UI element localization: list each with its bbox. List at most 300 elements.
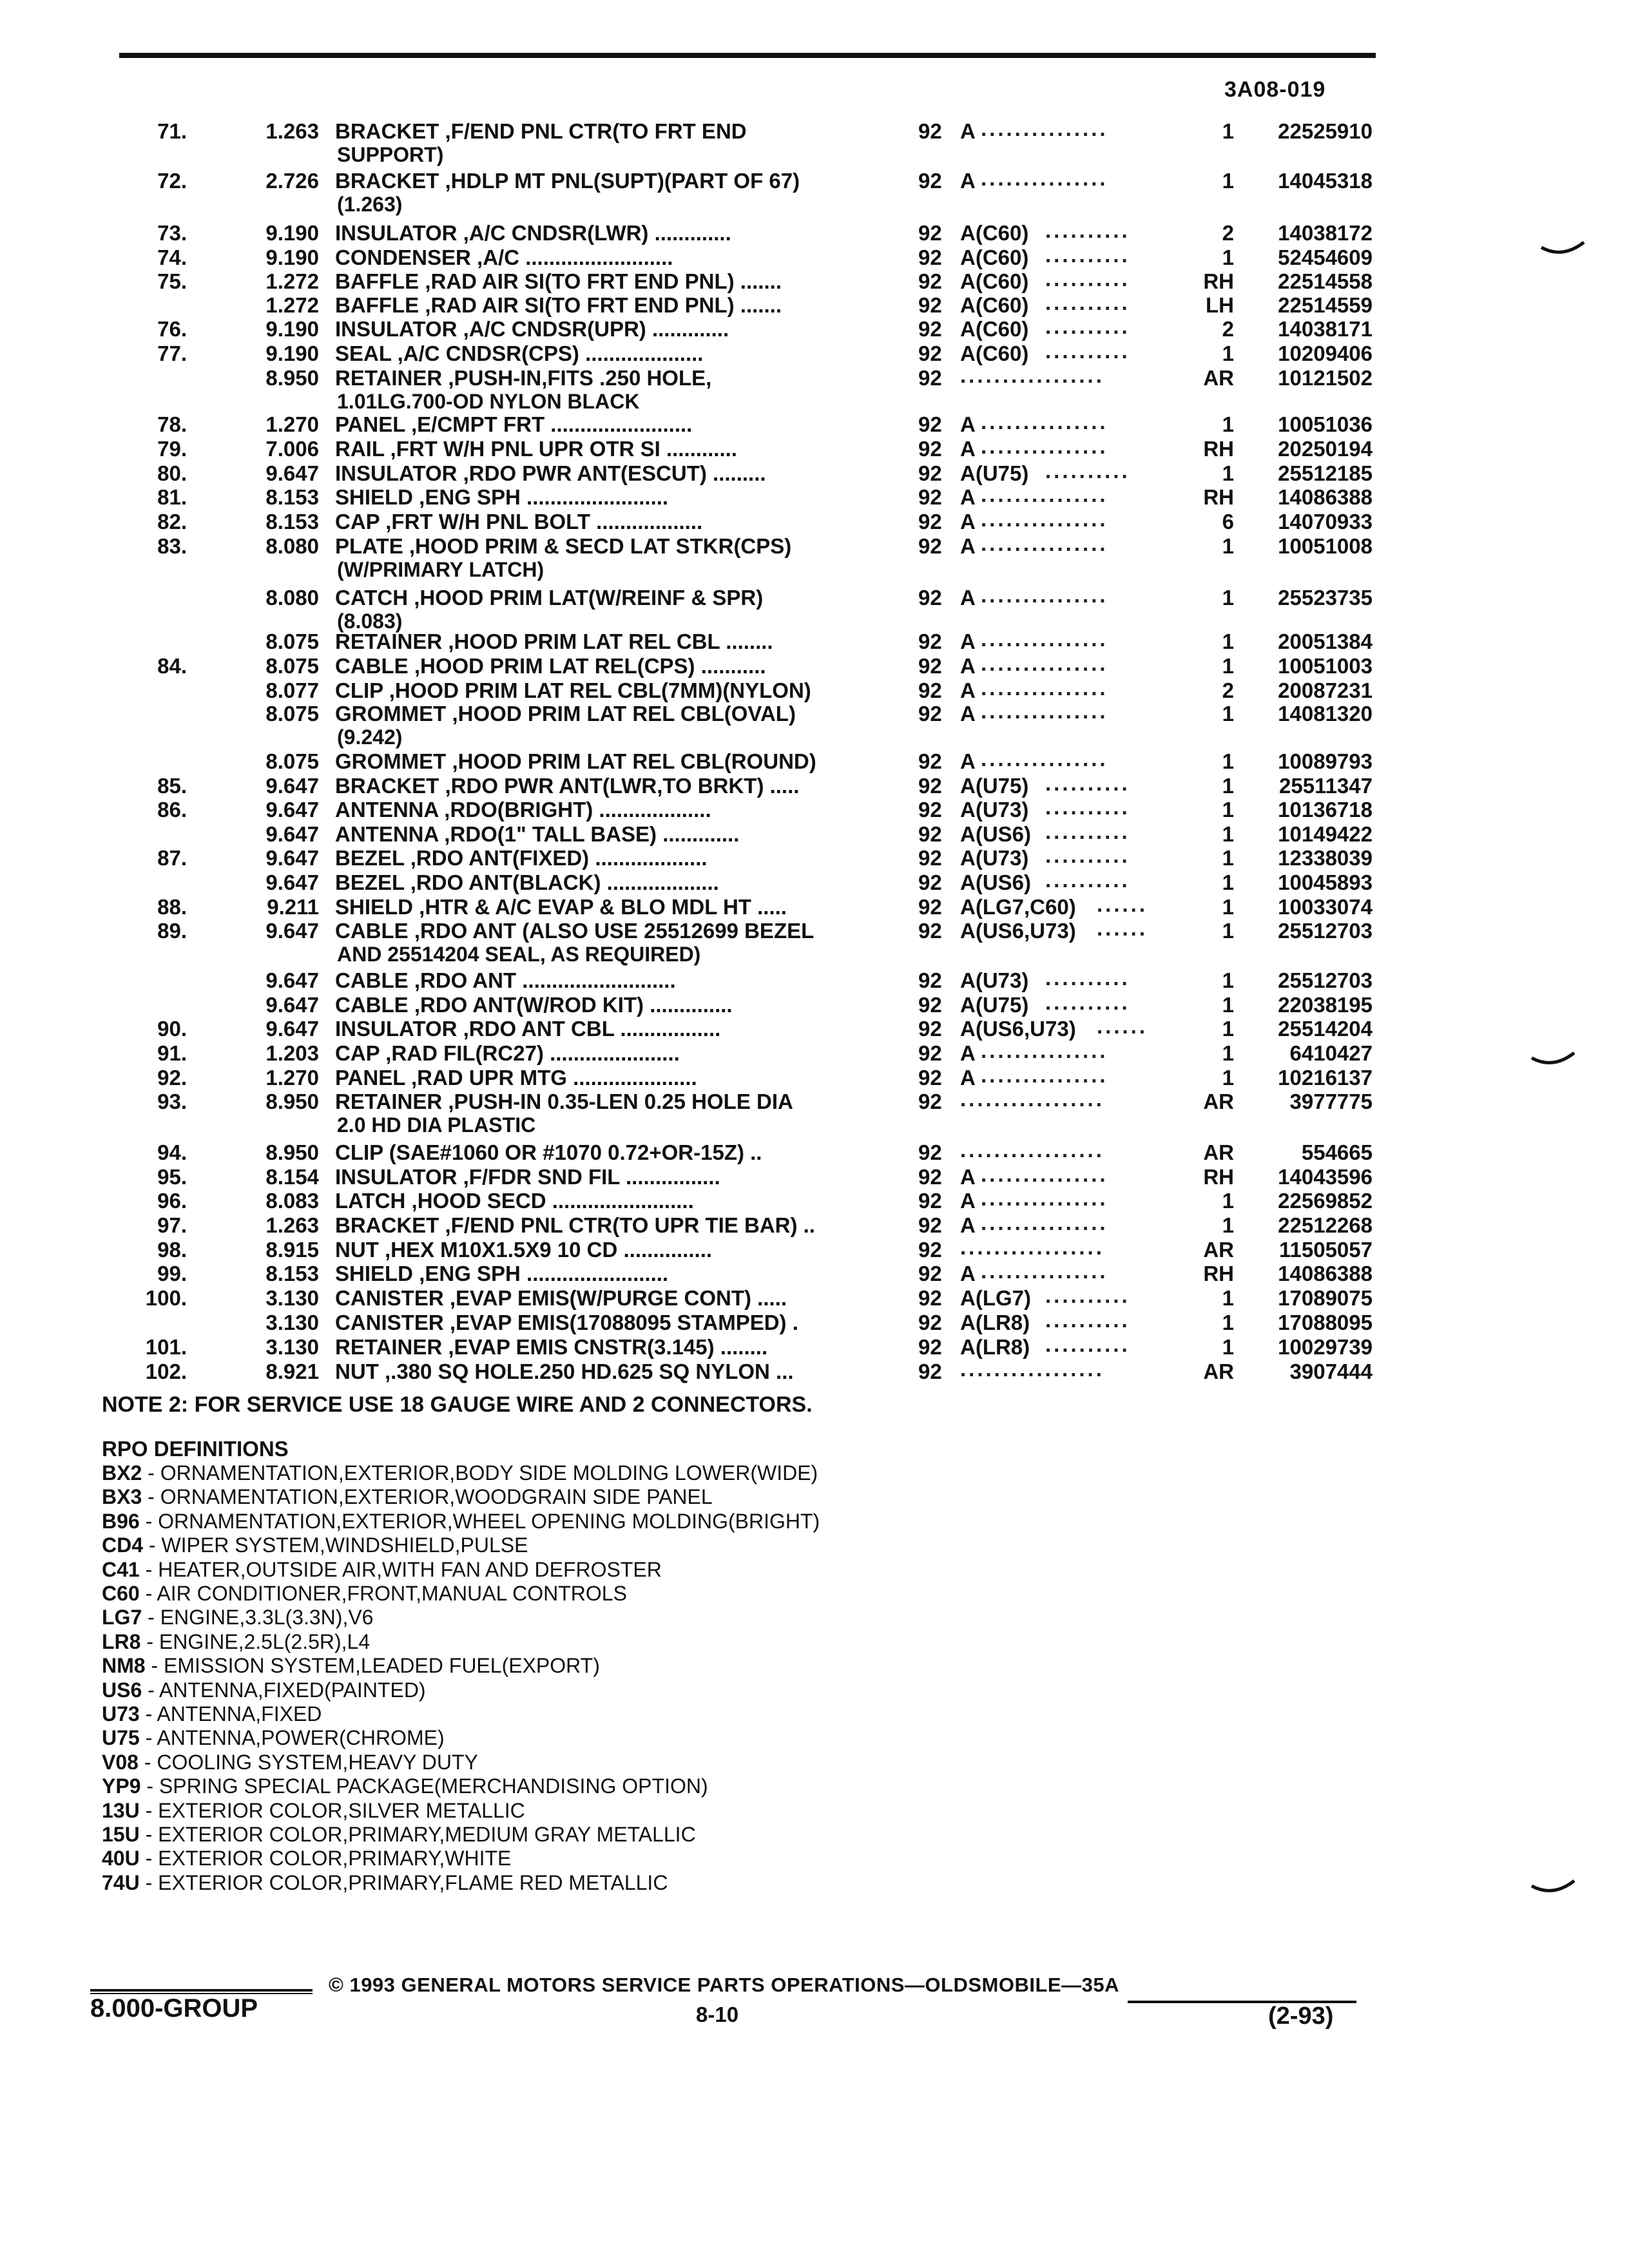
item-number: 74. xyxy=(157,245,187,269)
part-description-continued: 2.0 HD DIA PLASTIC xyxy=(337,1113,536,1137)
item-number: 87. xyxy=(157,846,187,870)
part-description: BAFFLE ,RAD AIR SI(TO FRT END PNL) ....... xyxy=(335,293,782,317)
item-number: 92. xyxy=(157,1066,187,1090)
part-description-continued: (1.263) xyxy=(337,193,403,216)
part-number: 25514204 xyxy=(1278,1017,1373,1041)
part-description: SHIELD ,HTR & A/C EVAP & BLO MDL HT ..... xyxy=(335,895,787,919)
application-code: A(US6,U73) xyxy=(960,1017,1076,1041)
part-description-continued: 1.01LG.700-OD NYLON BLACK xyxy=(337,390,640,413)
item-number: 101. xyxy=(145,1335,187,1359)
part-number: 22525910 xyxy=(1278,119,1373,143)
application-code: A(US6) xyxy=(960,870,1032,894)
group-number: 9.647 xyxy=(265,870,319,894)
part-number: 10121502 xyxy=(1278,366,1373,390)
rpo-code: B96 xyxy=(102,1509,140,1533)
application-code: A xyxy=(960,1165,976,1189)
application-code: A(C60) xyxy=(960,245,1029,269)
quantity: RH xyxy=(1203,269,1234,293)
quantity: AR xyxy=(1203,366,1234,390)
leader-dots: ............... xyxy=(981,676,1108,700)
application-code: A(U73) xyxy=(960,968,1029,992)
part-number: 22514559 xyxy=(1278,293,1373,317)
rpo-text: - ANTENNA,FIXED(PAINTED) xyxy=(142,1678,426,1702)
quantity: 1 xyxy=(1222,1189,1234,1213)
item-number: 73. xyxy=(157,221,187,245)
application-code: A xyxy=(960,654,976,678)
application-code: A(U75) xyxy=(960,993,1029,1017)
rpo-definition xyxy=(102,1461,818,1485)
part-description: CATCH ,HOOD PRIM LAT(W/REINF & SPR) xyxy=(335,586,764,610)
part-number: 14038172 xyxy=(1278,221,1373,245)
model-year: 92 xyxy=(918,749,942,773)
part-description-continued: AND 25514204 SEAL, AS REQUIRED) xyxy=(337,943,701,966)
leader-dots: .......... xyxy=(1045,1283,1130,1307)
part-description: ANTENNA ,RDO(1" TALL BASE) ............. xyxy=(335,822,740,846)
leader-dots: ................. xyxy=(960,1235,1104,1259)
application-code: A(C60) xyxy=(960,293,1029,317)
leader-dots: .......... xyxy=(1045,868,1130,892)
group-number: 1.270 xyxy=(265,1066,319,1090)
part-number: 10136718 xyxy=(1278,798,1373,822)
quantity: 1 xyxy=(1222,412,1234,436)
group-number: 9.647 xyxy=(265,1017,319,1041)
part-description: RETAINER ,PUSH-IN,FITS .250 HOLE, xyxy=(335,366,712,390)
quantity: 1 xyxy=(1222,1311,1234,1334)
group-number: 9.190 xyxy=(265,317,319,341)
rpo-definition xyxy=(102,1510,820,1533)
group-number: 7.006 xyxy=(265,437,319,461)
part-description: SHIELD ,ENG SPH ........................ xyxy=(335,485,669,509)
item-number: 100. xyxy=(145,1286,187,1310)
application-code: A xyxy=(960,702,976,726)
model-year: 92 xyxy=(918,993,942,1017)
item-number: 79. xyxy=(157,437,187,461)
part-number: 14081320 xyxy=(1278,702,1373,726)
group-number: 3.130 xyxy=(265,1311,319,1334)
group-number: 9.190 xyxy=(265,245,319,269)
part-description: CAP ,FRT W/H PNL BOLT .................. xyxy=(335,510,703,533)
application-code: A xyxy=(960,1066,976,1090)
part-description-continued: (W/PRIMARY LATCH) xyxy=(337,558,545,581)
footer-copyright: © 1993 GENERAL MOTORS SERVICE PARTS OPERATIONS—OLDSMOBILE—35A xyxy=(329,1974,1119,1996)
model-year: 92 xyxy=(918,846,942,870)
leader-dots: ............... xyxy=(981,117,1108,140)
rpo-definition xyxy=(102,1630,370,1653)
part-number: 17089075 xyxy=(1278,1286,1373,1310)
part-description: SEAL ,A/C CNDSR(CPS) .................... xyxy=(335,341,704,365)
part-description: BAFFLE ,RAD AIR SI(TO FRT END PNL) ....... xyxy=(335,269,782,293)
group-number: 9.647 xyxy=(265,461,319,485)
group-number: 9.211 xyxy=(267,895,319,919)
quantity: 1 xyxy=(1222,822,1234,846)
rpo-code: 74U xyxy=(102,1870,140,1894)
group-number: 8.080 xyxy=(265,586,319,610)
rpo-definition xyxy=(102,1702,322,1725)
part-description-continued: SUPPORT) xyxy=(337,143,444,166)
item-number: 84. xyxy=(157,654,187,678)
item-number: 72. xyxy=(157,169,187,193)
part-description: INSULATOR ,A/C CNDSR(LWR) ............. xyxy=(335,221,731,245)
binder-mark xyxy=(1530,1050,1576,1070)
quantity: 1 xyxy=(1222,1041,1234,1065)
model-year: 92 xyxy=(918,245,942,269)
part-description: BRACKET ,F/END PNL CTR(TO FRT END xyxy=(335,119,747,143)
model-year: 92 xyxy=(918,1017,942,1041)
model-year: 92 xyxy=(918,510,942,533)
quantity: 1 xyxy=(1222,798,1234,822)
group-number: 9.647 xyxy=(265,798,319,822)
model-year: 92 xyxy=(918,654,942,678)
part-number: 20087231 xyxy=(1278,678,1373,702)
item-number: 86. xyxy=(157,798,187,822)
application-code: A xyxy=(960,1189,976,1213)
leader-dots: ...... xyxy=(1097,1014,1148,1038)
application-code: A xyxy=(960,1262,976,1285)
application-code: A(C60) xyxy=(960,221,1029,245)
quantity: 2 xyxy=(1222,678,1234,702)
model-year: 92 xyxy=(918,774,942,798)
part-description: CLIP (SAE#1060 OR #1070 0.72+OR-15Z) .. xyxy=(335,1140,762,1164)
item-number: 88. xyxy=(157,895,187,919)
leader-dots: ............... xyxy=(981,583,1108,607)
model-year: 92 xyxy=(918,1066,942,1090)
item-number: 95. xyxy=(157,1165,187,1189)
part-description: INSULATOR ,RDO PWR ANT(ESCUT) ......... xyxy=(335,461,766,485)
quantity: RH xyxy=(1203,485,1234,509)
part-number: 6410427 xyxy=(1289,1041,1373,1065)
rpo-code: 15U xyxy=(102,1823,140,1846)
rpo-definition xyxy=(102,1751,478,1774)
quantity: 1 xyxy=(1222,1286,1234,1310)
leader-dots: ............... xyxy=(981,532,1108,555)
quantity: 1 xyxy=(1222,586,1234,610)
leader-dots: .......... xyxy=(1045,990,1130,1014)
leader-dots: ................. xyxy=(960,1138,1104,1162)
quantity: 1 xyxy=(1222,1017,1234,1041)
part-number: 22512268 xyxy=(1278,1213,1373,1237)
part-number: 14086388 xyxy=(1278,1262,1373,1285)
quantity: 1 xyxy=(1222,919,1234,943)
rpo-text: - HEATER,OUTSIDE AIR,WITH FAN AND DEFROSTER xyxy=(139,1557,662,1581)
part-description: ANTENNA ,RDO(BRIGHT) ................... xyxy=(335,798,711,822)
model-year: 92 xyxy=(918,919,942,943)
part-number: 10051008 xyxy=(1278,534,1373,558)
group-number: 1.263 xyxy=(265,1213,319,1237)
rpo-text: - EMISSION SYSTEM,LEADED FUEL(EXPORT) xyxy=(145,1654,600,1678)
rpo-definition xyxy=(102,1799,525,1822)
part-number: 10216137 xyxy=(1278,1066,1373,1090)
quantity: 2 xyxy=(1222,317,1234,341)
rpo-text: - AIR CONDITIONER,FRONT,MANUAL CONTROLS xyxy=(139,1582,627,1605)
quantity: 1 xyxy=(1222,1066,1234,1090)
part-description: PLATE ,HOOD PRIM & SECD LAT STKR(CPS) xyxy=(335,534,792,558)
application-code: A(U75) xyxy=(960,774,1029,798)
rpo-code: LR8 xyxy=(102,1629,141,1653)
item-number: 102. xyxy=(145,1360,187,1383)
model-year: 92 xyxy=(918,119,942,143)
item-number: 76. xyxy=(157,317,187,341)
part-description: CABLE ,HOOD PRIM LAT REL(CPS) ........... xyxy=(335,654,766,678)
part-description: BEZEL ,RDO ANT(FIXED) ................... xyxy=(335,846,708,870)
part-description: BRACKET ,HDLP MT PNL(SUPT)(PART OF 67) xyxy=(335,169,800,193)
item-number: 80. xyxy=(157,461,187,485)
part-number: 22038195 xyxy=(1278,993,1373,1017)
group-number: 9.647 xyxy=(265,968,319,992)
group-number: 8.153 xyxy=(265,510,319,533)
group-number: 8.153 xyxy=(265,1262,319,1285)
leader-dots: .......... xyxy=(1045,795,1130,819)
rpo-text: - ORNAMENTATION,EXTERIOR,BODY SIDE MOLDING LOWER(WIDE) xyxy=(142,1461,818,1485)
model-year: 92 xyxy=(918,293,942,317)
part-number: 25512185 xyxy=(1278,461,1373,485)
part-number: 10209406 xyxy=(1278,341,1373,365)
quantity: RH xyxy=(1203,1165,1234,1189)
quantity: 1 xyxy=(1222,245,1234,269)
quantity: 1 xyxy=(1222,654,1234,678)
group-number: 8.950 xyxy=(265,1140,319,1164)
part-description: CABLE ,RDO ANT(W/ROD KIT) .............. xyxy=(335,993,733,1017)
quantity: 1 xyxy=(1222,534,1234,558)
model-year: 92 xyxy=(918,221,942,245)
leader-dots: ...... xyxy=(1097,892,1148,916)
quantity: 1 xyxy=(1222,169,1234,193)
model-year: 92 xyxy=(918,169,942,193)
rpo-definition xyxy=(102,1726,445,1749)
part-number: 14043596 xyxy=(1278,1165,1373,1189)
application-code: A xyxy=(960,1041,976,1065)
application-code: A xyxy=(960,485,976,509)
leader-dots: ............... xyxy=(981,651,1108,675)
item-number: 78. xyxy=(157,412,187,436)
quantity: 1 xyxy=(1222,774,1234,798)
group-number: 8.154 xyxy=(265,1165,319,1189)
leader-dots: .......... xyxy=(1045,820,1130,843)
part-number: 10051003 xyxy=(1278,654,1373,678)
leader-dots: ............... xyxy=(981,1186,1108,1210)
part-description: CANISTER ,EVAP EMIS(17088095 STAMPED) . xyxy=(335,1311,798,1334)
part-number: 14045318 xyxy=(1278,169,1373,193)
leader-dots: ...... xyxy=(1097,916,1148,940)
top-rule xyxy=(119,53,1376,58)
group-number: 8.080 xyxy=(265,534,319,558)
part-number: 10089793 xyxy=(1278,749,1373,773)
rpo-code: 13U xyxy=(102,1798,140,1822)
model-year: 92 xyxy=(918,870,942,894)
rpo-definition xyxy=(102,1485,713,1508)
item-number: 90. xyxy=(157,1017,187,1041)
model-year: 92 xyxy=(918,1090,942,1113)
item-number: 89. xyxy=(157,919,187,943)
item-number: 91. xyxy=(157,1041,187,1065)
rpo-text: - EXTERIOR COLOR,PRIMARY,FLAME RED METALLIC xyxy=(139,1870,668,1894)
leader-dots: ............... xyxy=(981,483,1108,506)
group-number: 1.263 xyxy=(265,119,319,143)
application-code: A xyxy=(960,629,976,653)
model-year: 92 xyxy=(918,1311,942,1334)
model-year: 92 xyxy=(918,822,942,846)
application-code: A(LG7,C60) xyxy=(960,895,1076,919)
application-code: A(LG7) xyxy=(960,1286,1031,1310)
leader-dots: .......... xyxy=(1045,243,1130,267)
rpo-text: - EXTERIOR COLOR,SILVER METALLIC xyxy=(139,1798,525,1822)
leader-dots: ............... xyxy=(981,1063,1108,1087)
part-number: 10033074 xyxy=(1278,895,1373,919)
application-code: A(US6,U73) xyxy=(960,919,1076,943)
service-note: NOTE 2: FOR SERVICE USE 18 GAUGE WIRE AND 2 CONNECTORS. xyxy=(102,1392,813,1417)
rpo-code: US6 xyxy=(102,1678,142,1702)
application-code: A xyxy=(960,586,976,610)
leader-dots: ............... xyxy=(981,699,1108,723)
model-year: 92 xyxy=(918,678,942,702)
group-number: 9.190 xyxy=(265,341,319,365)
part-number: 52454609 xyxy=(1278,245,1373,269)
item-number: 71. xyxy=(157,119,187,143)
rpo-definition xyxy=(102,1774,708,1798)
model-year: 92 xyxy=(918,586,942,610)
rpo-code: BX2 xyxy=(102,1461,142,1485)
quantity: AR xyxy=(1203,1360,1234,1383)
quantity: 1 xyxy=(1222,895,1234,919)
rpo-code: 40U xyxy=(102,1847,140,1870)
leader-dots: ............... xyxy=(981,627,1108,651)
part-description: BEZEL ,RDO ANT(BLACK) ................... xyxy=(335,870,719,894)
footer-rule-left xyxy=(90,1989,313,1992)
quantity: 1 xyxy=(1222,846,1234,870)
model-year: 92 xyxy=(918,895,942,919)
model-year: 92 xyxy=(918,1041,942,1065)
application-code: A(U73) xyxy=(960,846,1029,870)
group-number: 9.647 xyxy=(265,993,319,1017)
group-number: 8.075 xyxy=(265,654,319,678)
part-number: 10051036 xyxy=(1278,412,1373,436)
item-number: 98. xyxy=(157,1238,187,1262)
leader-dots: ............... xyxy=(981,410,1108,434)
part-number: 17088095 xyxy=(1278,1311,1373,1334)
rpo-definition xyxy=(102,1606,373,1629)
leader-dots: .......... xyxy=(1045,459,1130,483)
rpo-text: - EXTERIOR COLOR,PRIMARY,WHITE xyxy=(139,1847,512,1870)
item-number: 83. xyxy=(157,534,187,558)
group-number: 8.077 xyxy=(265,678,319,702)
leader-dots: ............... xyxy=(981,1259,1108,1283)
rpo-code: NM8 xyxy=(102,1654,146,1678)
group-number: 1.272 xyxy=(265,293,319,317)
rpo-code: U73 xyxy=(102,1702,140,1725)
leader-dots: ............... xyxy=(981,434,1108,458)
rpo-text: - ANTENNA,FIXED xyxy=(139,1702,322,1725)
part-description: CLIP ,HOOD PRIM LAT REL CBL(7MM)(NYLON) xyxy=(335,678,811,702)
rpo-definition xyxy=(102,1558,662,1581)
leader-dots: .......... xyxy=(1045,966,1130,990)
leader-dots: ............... xyxy=(981,1162,1108,1186)
leader-dots: .......... xyxy=(1045,843,1130,867)
application-code: A xyxy=(960,119,976,143)
group-number: 8.075 xyxy=(265,749,319,773)
leader-dots: .......... xyxy=(1045,218,1130,242)
group-number: 1.272 xyxy=(265,269,319,293)
part-number: 25511347 xyxy=(1278,774,1373,798)
leader-dots: .......... xyxy=(1045,1332,1130,1356)
binder-mark xyxy=(1540,240,1585,259)
group-number: 3.130 xyxy=(265,1286,319,1310)
part-description: GROMMET ,HOOD PRIM LAT REL CBL(OVAL) xyxy=(335,702,796,726)
part-description: RETAINER ,EVAP EMIS CNSTR(3.145) ........ xyxy=(335,1335,768,1359)
application-code: A(U75) xyxy=(960,461,1029,485)
rpo-text: - SPRING SPECIAL PACKAGE(MERCHANDISING OPTION) xyxy=(140,1774,708,1798)
model-year: 92 xyxy=(918,534,942,558)
part-number: 3977775 xyxy=(1289,1090,1373,1113)
leader-dots: ............... xyxy=(981,1039,1108,1062)
footer-page-number: 8-10 xyxy=(696,2003,739,2026)
application-code: A(U73) xyxy=(960,798,1029,822)
leader-dots: ............... xyxy=(981,507,1108,531)
part-description: CABLE ,RDO ANT .......................... xyxy=(335,968,676,992)
part-description: NUT ,.380 SQ HOLE.250 HD.625 SQ NYLON ... xyxy=(335,1360,794,1383)
group-number: 8.915 xyxy=(265,1238,319,1262)
part-number: 3907444 xyxy=(1289,1360,1373,1383)
part-description: RETAINER ,PUSH-IN 0.35-LEN 0.25 HOLE DIA xyxy=(335,1090,793,1113)
part-number: 25512703 xyxy=(1278,968,1373,992)
group-number: 1.203 xyxy=(265,1041,319,1065)
part-description: RETAINER ,HOOD PRIM LAT REL CBL ........ xyxy=(335,629,773,653)
application-code: A xyxy=(960,678,976,702)
rpo-text: - WIPER SYSTEM,WINDSHIELD,PULSE xyxy=(143,1533,528,1557)
item-number: 77. xyxy=(157,341,187,365)
part-number: 25523735 xyxy=(1278,586,1373,610)
model-year: 92 xyxy=(918,1213,942,1237)
model-year: 92 xyxy=(918,1165,942,1189)
group-number: 1.270 xyxy=(265,412,319,436)
document-id: 3A08-019 xyxy=(1224,77,1326,102)
part-description: GROMMET ,HOOD PRIM LAT REL CBL(ROUND) xyxy=(335,749,816,773)
application-code: A(LR8) xyxy=(960,1335,1030,1359)
item-number: 82. xyxy=(157,510,187,533)
rpo-code: LG7 xyxy=(102,1606,142,1629)
rpo-text: - ENGINE,2.5L(2.5R),L4 xyxy=(140,1629,371,1653)
model-year: 92 xyxy=(918,702,942,726)
quantity: RH xyxy=(1203,1262,1234,1285)
model-year: 92 xyxy=(918,412,942,436)
part-description: CONDENSER ,A/C ......................... xyxy=(335,245,673,269)
model-year: 92 xyxy=(918,1360,942,1383)
quantity: 2 xyxy=(1222,221,1234,245)
leader-dots: .......... xyxy=(1045,339,1130,363)
quantity: 1 xyxy=(1222,993,1234,1017)
application-code: A(C60) xyxy=(960,269,1029,293)
group-number: 8.921 xyxy=(265,1360,319,1383)
leader-dots: .......... xyxy=(1045,291,1130,314)
leader-dots: ............... xyxy=(981,1211,1108,1235)
part-description: CANISTER ,EVAP EMIS(W/PURGE CONT) ..... xyxy=(335,1286,787,1310)
quantity: 1 xyxy=(1222,749,1234,773)
application-code: A xyxy=(960,1213,976,1237)
part-description: RAIL ,FRT W/H PNL UPR OTR SI ............ xyxy=(335,437,737,461)
model-year: 92 xyxy=(918,317,942,341)
part-number: 20250194 xyxy=(1278,437,1373,461)
part-description: PANEL ,RAD UPR MTG ..................... xyxy=(335,1066,697,1090)
item-number: 75. xyxy=(157,269,187,293)
rpo-text: - ANTENNA,POWER(CHROME) xyxy=(139,1726,445,1750)
group-number: 8.153 xyxy=(265,485,319,509)
footer-group-label: 8.000-GROUP xyxy=(90,1994,258,2023)
part-description-continued: (8.083) xyxy=(337,610,403,633)
leader-dots: .......... xyxy=(1045,771,1130,795)
quantity: 1 xyxy=(1222,341,1234,365)
application-code: A xyxy=(960,749,976,773)
rpo-code: C41 xyxy=(102,1557,140,1581)
quantity: 1 xyxy=(1222,1335,1234,1359)
leader-dots: ............... xyxy=(981,747,1108,771)
